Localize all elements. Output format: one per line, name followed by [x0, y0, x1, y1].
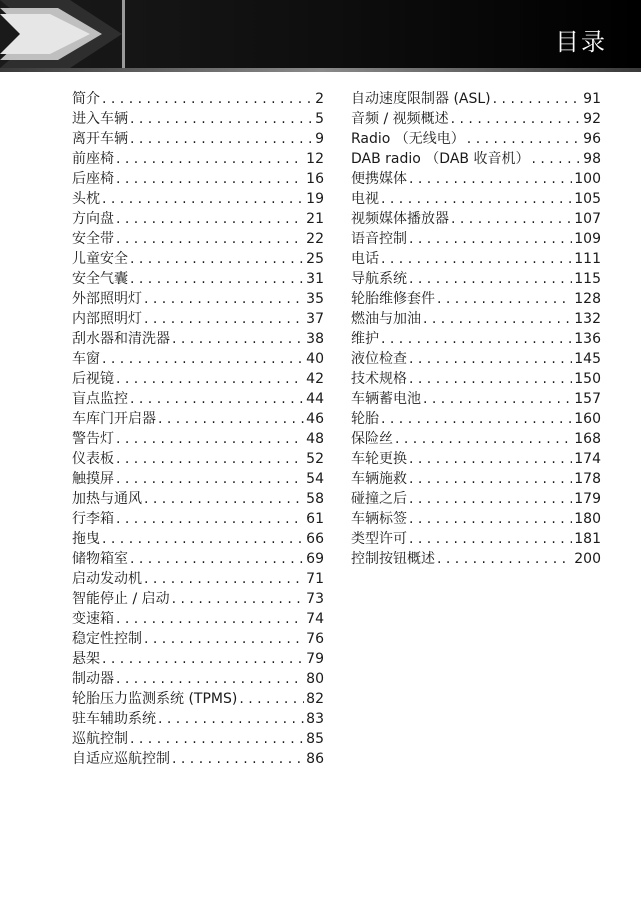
toc-entry-title: 稳定性控制 [72, 631, 142, 647]
toc-leader-dots [409, 489, 572, 509]
toc-entry-title: 盲点监控 [72, 391, 128, 407]
toc-leader-dots [144, 489, 304, 509]
toc-leader-dots [409, 229, 572, 249]
toc-leader-dots [116, 209, 304, 229]
toc-entry-title: 行李箱 [72, 511, 114, 527]
toc-entry-page: 61 [306, 511, 324, 527]
toc-entry[interactable] [72, 549, 324, 569]
toc-entry-title: 技术规格 [351, 371, 407, 387]
toc-leader-dots [116, 149, 304, 169]
toc-leader-dots [116, 449, 304, 469]
toc-entry[interactable] [72, 189, 324, 209]
toc-leader-dots [116, 369, 304, 389]
toc-leader-dots [172, 589, 305, 609]
toc-entry-page: 160 [574, 411, 601, 427]
toc-entry-page: 25 [306, 251, 324, 267]
toc-entry-title: 储物箱室 [72, 551, 128, 567]
toc-entry-page: 92 [583, 111, 601, 127]
toc-leader-dots [102, 649, 304, 669]
toc-entry-page: 107 [574, 211, 601, 227]
toc-entry[interactable] [351, 549, 601, 569]
toc-entry[interactable] [351, 269, 601, 289]
toc-entry-title: 简介 [72, 91, 100, 107]
toc-entry-page: 48 [306, 431, 324, 447]
toc-leader-dots [423, 389, 572, 409]
toc-entry-title: 刮水器和清洗器 [72, 331, 170, 347]
toc-entry-page: 83 [306, 711, 324, 727]
toc-leader-dots [467, 129, 581, 149]
toc-entry-title: 车轮更换 [351, 451, 407, 467]
toc-entry-page: 79 [306, 651, 324, 667]
chevron-graphic [0, 0, 140, 68]
toc-entry-title: 轮胎压力监测系统 (TPMS) [72, 691, 238, 707]
toc-entry[interactable] [351, 389, 601, 409]
toc-leader-dots [239, 689, 304, 709]
toc-leader-dots [116, 509, 304, 529]
toc-leader-dots [409, 349, 572, 369]
toc-entry-page: 22 [306, 231, 324, 247]
page-header [0, 0, 641, 72]
toc-entry-page: 16 [306, 171, 324, 187]
toc-entry-title: 仪表板 [72, 451, 114, 467]
toc-entry-page: 35 [306, 291, 324, 307]
toc-leader-dots [116, 429, 304, 449]
toc-entry-page: 44 [306, 391, 324, 407]
toc-entry-page: 136 [574, 331, 601, 347]
toc-entry-page: 80 [306, 671, 324, 687]
toc-entry-page: 157 [574, 391, 601, 407]
toc-entry[interactable] [72, 649, 324, 669]
toc-entry-title: 变速箱 [72, 611, 114, 627]
toc-entry-page: 12 [306, 151, 324, 167]
toc-entry-title: 视频媒体播放器 [351, 211, 449, 227]
toc-entry-page: 100 [574, 171, 601, 187]
toc-entry-title: 智能停止 / 启动 [72, 591, 170, 607]
toc-entry-page: 19 [306, 191, 324, 207]
toc-entry-title: 加热与通风 [72, 491, 142, 507]
toc-entry[interactable] [351, 309, 601, 329]
toc-leader-dots [451, 209, 572, 229]
toc-entry-page: 66 [306, 531, 324, 547]
toc-entry-page: 54 [306, 471, 324, 487]
toc-entry-page: 74 [306, 611, 324, 627]
toc-entry-page: 96 [583, 131, 601, 147]
toc-entry[interactable] [351, 469, 601, 489]
toc-entry-page: 91 [583, 91, 601, 107]
toc-entry[interactable] [72, 329, 324, 349]
toc-entry-page: 52 [306, 451, 324, 467]
toc-entry-title: 驻车辅助系统 [72, 711, 156, 727]
toc-entry-page: 145 [574, 351, 601, 367]
toc-entry[interactable] [72, 289, 324, 309]
toc-entry-page: 150 [574, 371, 601, 387]
toc-entry[interactable] [72, 689, 324, 709]
toc-entry-title: 后视镜 [72, 371, 114, 387]
toc-right-column [351, 89, 601, 569]
toc-entry[interactable] [72, 129, 324, 149]
toc-leader-dots [130, 729, 304, 749]
toc-entry[interactable] [72, 749, 324, 769]
toc-entry[interactable] [351, 249, 601, 269]
toc-entry-page: 179 [574, 491, 601, 507]
toc-entry[interactable] [351, 329, 601, 349]
toc-entry[interactable] [72, 429, 324, 449]
toc-entry-page: 21 [306, 211, 324, 227]
toc-leader-dots [116, 669, 304, 689]
toc-entry[interactable] [72, 409, 324, 429]
toc-entry-page: 168 [574, 431, 601, 447]
toc-entry-page: 109 [574, 231, 601, 247]
toc-entry[interactable] [72, 589, 324, 609]
toc-entry-title: 前座椅 [72, 151, 114, 167]
toc-entry[interactable] [72, 509, 324, 529]
toc-entry[interactable] [351, 89, 601, 109]
toc-entry-title: Radio （无线电） [351, 131, 465, 147]
toc-entry[interactable] [72, 449, 324, 469]
toc-entry-page: 115 [574, 271, 601, 287]
toc-entry-title: 控制按钮概述 [351, 551, 435, 567]
toc-entry-page: 9 [315, 131, 324, 147]
toc-entry-title: 安全气囊 [72, 271, 128, 287]
toc-entry[interactable] [72, 469, 324, 489]
toc-entry-title: 电话 [351, 251, 379, 267]
toc-entry-page: 2 [315, 91, 324, 107]
toc-entry[interactable] [72, 729, 324, 749]
toc-leader-dots [144, 309, 304, 329]
toc-entry[interactable] [351, 189, 601, 209]
toc-entry-page: 85 [306, 731, 324, 747]
toc-leader-dots [437, 549, 572, 569]
toc-left-column [72, 89, 324, 769]
toc-entry-title: 车辆施救 [351, 471, 407, 487]
toc-entry-page: 58 [306, 491, 324, 507]
toc-leader-dots [381, 329, 572, 349]
toc-entry-page: 86 [306, 751, 324, 767]
toc-entry-title: 车辆蓄电池 [351, 391, 421, 407]
toc-entry[interactable] [72, 169, 324, 189]
toc-entry-page: 38 [306, 331, 324, 347]
toc-leader-dots [116, 229, 304, 249]
toc-entry-title: 保险丝 [351, 431, 393, 447]
toc-leader-dots [409, 509, 572, 529]
toc-leader-dots [130, 109, 313, 129]
toc-leader-dots [172, 749, 304, 769]
toc-entry-title: 自动速度限制器 (ASL) [351, 91, 491, 107]
toc-entry-page: 181 [574, 531, 601, 547]
toc-entry-page: 46 [306, 411, 324, 427]
toc-entry-page: 37 [306, 311, 324, 327]
toc-entry[interactable] [351, 129, 601, 149]
toc-entry-title: 警告灯 [72, 431, 114, 447]
toc-entry-page: 73 [306, 591, 324, 607]
toc-entry[interactable] [72, 109, 324, 129]
toc-entry[interactable] [72, 629, 324, 649]
toc-entry[interactable] [72, 89, 324, 109]
toc-leader-dots [409, 269, 572, 289]
toc-entry-title: 车库门开启器 [72, 411, 156, 427]
toc-entry-title: 车辆标签 [351, 511, 407, 527]
toc-entry[interactable] [72, 229, 324, 249]
header-divider [0, 68, 641, 72]
toc-entry-title: DAB radio （DAB 收音机） [351, 151, 530, 167]
toc-entry-page: 128 [574, 291, 601, 307]
toc-leader-dots [409, 369, 572, 389]
toc-entry[interactable] [72, 149, 324, 169]
toc-entry-title: 离开车辆 [72, 131, 128, 147]
toc-entry-page: 40 [306, 351, 324, 367]
toc-entry-title: 制动器 [72, 671, 114, 687]
toc-leader-dots [158, 409, 304, 429]
toc-entry[interactable] [351, 209, 601, 229]
toc-entry-title: 巡航控制 [72, 731, 128, 747]
toc-leader-dots [144, 289, 304, 309]
toc-entry-title: 自适应巡航控制 [72, 751, 170, 767]
toc-leader-dots [158, 709, 304, 729]
toc-entry-title: 电视 [351, 191, 379, 207]
toc-entry-title: 方向盘 [72, 211, 114, 227]
toc-leader-dots [172, 329, 304, 349]
toc-entry-page: 132 [574, 311, 601, 327]
toc-leader-dots [116, 609, 304, 629]
toc-entry[interactable] [72, 609, 324, 629]
toc-entry-title: 启动发动机 [72, 571, 142, 587]
toc-entry[interactable] [351, 409, 601, 429]
toc-entry-page: 76 [306, 631, 324, 647]
toc-entry[interactable] [72, 569, 324, 589]
toc-leader-dots [130, 389, 304, 409]
toc-entry[interactable] [72, 249, 324, 269]
toc-entry-page: 174 [574, 451, 601, 467]
toc-leader-dots [102, 89, 313, 109]
toc-leader-dots [116, 169, 304, 189]
toc-entry-page: 178 [574, 471, 601, 487]
toc-entry[interactable] [351, 529, 601, 549]
toc-leader-dots [409, 469, 572, 489]
toc-entry[interactable] [72, 309, 324, 329]
toc-entry-page: 200 [574, 551, 601, 567]
toc-entry-page: 98 [583, 151, 601, 167]
toc-leader-dots [409, 529, 572, 549]
toc-leader-dots [130, 129, 313, 149]
toc-entry[interactable] [351, 289, 601, 309]
toc-entry-page: 82 [306, 691, 324, 707]
toc-leader-dots [144, 569, 304, 589]
toc-leader-dots [130, 269, 304, 289]
toc-entry-title: 液位检查 [351, 351, 407, 367]
toc-leader-dots [130, 549, 304, 569]
toc-entry[interactable] [72, 369, 324, 389]
toc-entry[interactable] [351, 489, 601, 509]
toc-entry-page: 105 [574, 191, 601, 207]
toc-entry-page: 71 [306, 571, 324, 587]
toc-entry-title: 语音控制 [351, 231, 407, 247]
toc-entry-page: 5 [315, 111, 324, 127]
toc-leader-dots [531, 149, 581, 169]
toc-entry-title: 便携媒体 [351, 171, 407, 187]
toc-entry-title: 维护 [351, 331, 379, 347]
toc-entry[interactable] [351, 149, 601, 169]
toc-entry-title: 导航系统 [351, 271, 407, 287]
toc-entry[interactable] [72, 349, 324, 369]
toc-entry-title: 轮胎维修套件 [351, 291, 435, 307]
toc-leader-dots [409, 169, 572, 189]
toc-entry-page: 69 [306, 551, 324, 567]
toc-entry-title: 类型许可 [351, 531, 407, 547]
toc-entry-title: 车窗 [72, 351, 100, 367]
toc-leader-dots [116, 469, 304, 489]
toc-entry-title: 碰撞之后 [351, 491, 407, 507]
toc-entry-title: 后座椅 [72, 171, 114, 187]
toc-entry[interactable] [72, 389, 324, 409]
toc-entry-title: 悬架 [72, 651, 100, 667]
toc-entry[interactable] [72, 209, 324, 229]
toc-leader-dots [451, 109, 582, 129]
toc-entry-title: 进入车辆 [72, 111, 128, 127]
toc-entry-title: 内部照明灯 [72, 311, 142, 327]
toc-entry-title: 音频 / 视频概述 [351, 111, 449, 127]
toc-entry[interactable] [351, 229, 601, 249]
toc-leader-dots [381, 249, 572, 269]
toc-entry-page: 31 [306, 271, 324, 287]
toc-leader-dots [102, 529, 304, 549]
toc-leader-dots [437, 289, 572, 309]
toc-entry[interactable] [351, 109, 601, 129]
toc-leader-dots [381, 409, 572, 429]
page-title: 目录 [555, 28, 607, 56]
toc-leader-dots [102, 189, 304, 209]
toc-entry-page: 42 [306, 371, 324, 387]
toc-entry-title: 拖曳 [72, 531, 100, 547]
toc-entry-title: 轮胎 [351, 411, 379, 427]
toc-leader-dots [102, 349, 304, 369]
toc-entry-title: 外部照明灯 [72, 291, 142, 307]
toc-entry-title: 燃油与加油 [351, 311, 421, 327]
toc-entry[interactable] [351, 369, 601, 389]
toc-entry-page: 111 [574, 251, 601, 267]
toc-entry[interactable] [72, 489, 324, 509]
toc-entry-title: 儿童安全 [72, 251, 128, 267]
toc-entry[interactable] [351, 349, 601, 369]
toc-leader-dots [144, 629, 304, 649]
toc-entry[interactable] [351, 429, 601, 449]
toc-leader-dots [409, 449, 572, 469]
toc-entry-title: 安全带 [72, 231, 114, 247]
toc-entry[interactable] [72, 529, 324, 549]
toc-entry-title: 头枕 [72, 191, 100, 207]
toc-entry[interactable] [351, 449, 601, 469]
toc-entry[interactable] [72, 669, 324, 689]
toc-leader-dots [381, 189, 572, 209]
toc-leader-dots [395, 429, 572, 449]
toc-leader-dots [493, 89, 582, 109]
toc-leader-dots [130, 249, 304, 269]
toc-entry[interactable] [72, 709, 324, 729]
toc-entry[interactable] [351, 169, 601, 189]
toc-entry-page: 180 [574, 511, 601, 527]
toc-entry[interactable] [351, 509, 601, 529]
toc-entry[interactable] [72, 269, 324, 289]
toc-entry-title: 触摸屏 [72, 471, 114, 487]
toc-leader-dots [423, 309, 572, 329]
